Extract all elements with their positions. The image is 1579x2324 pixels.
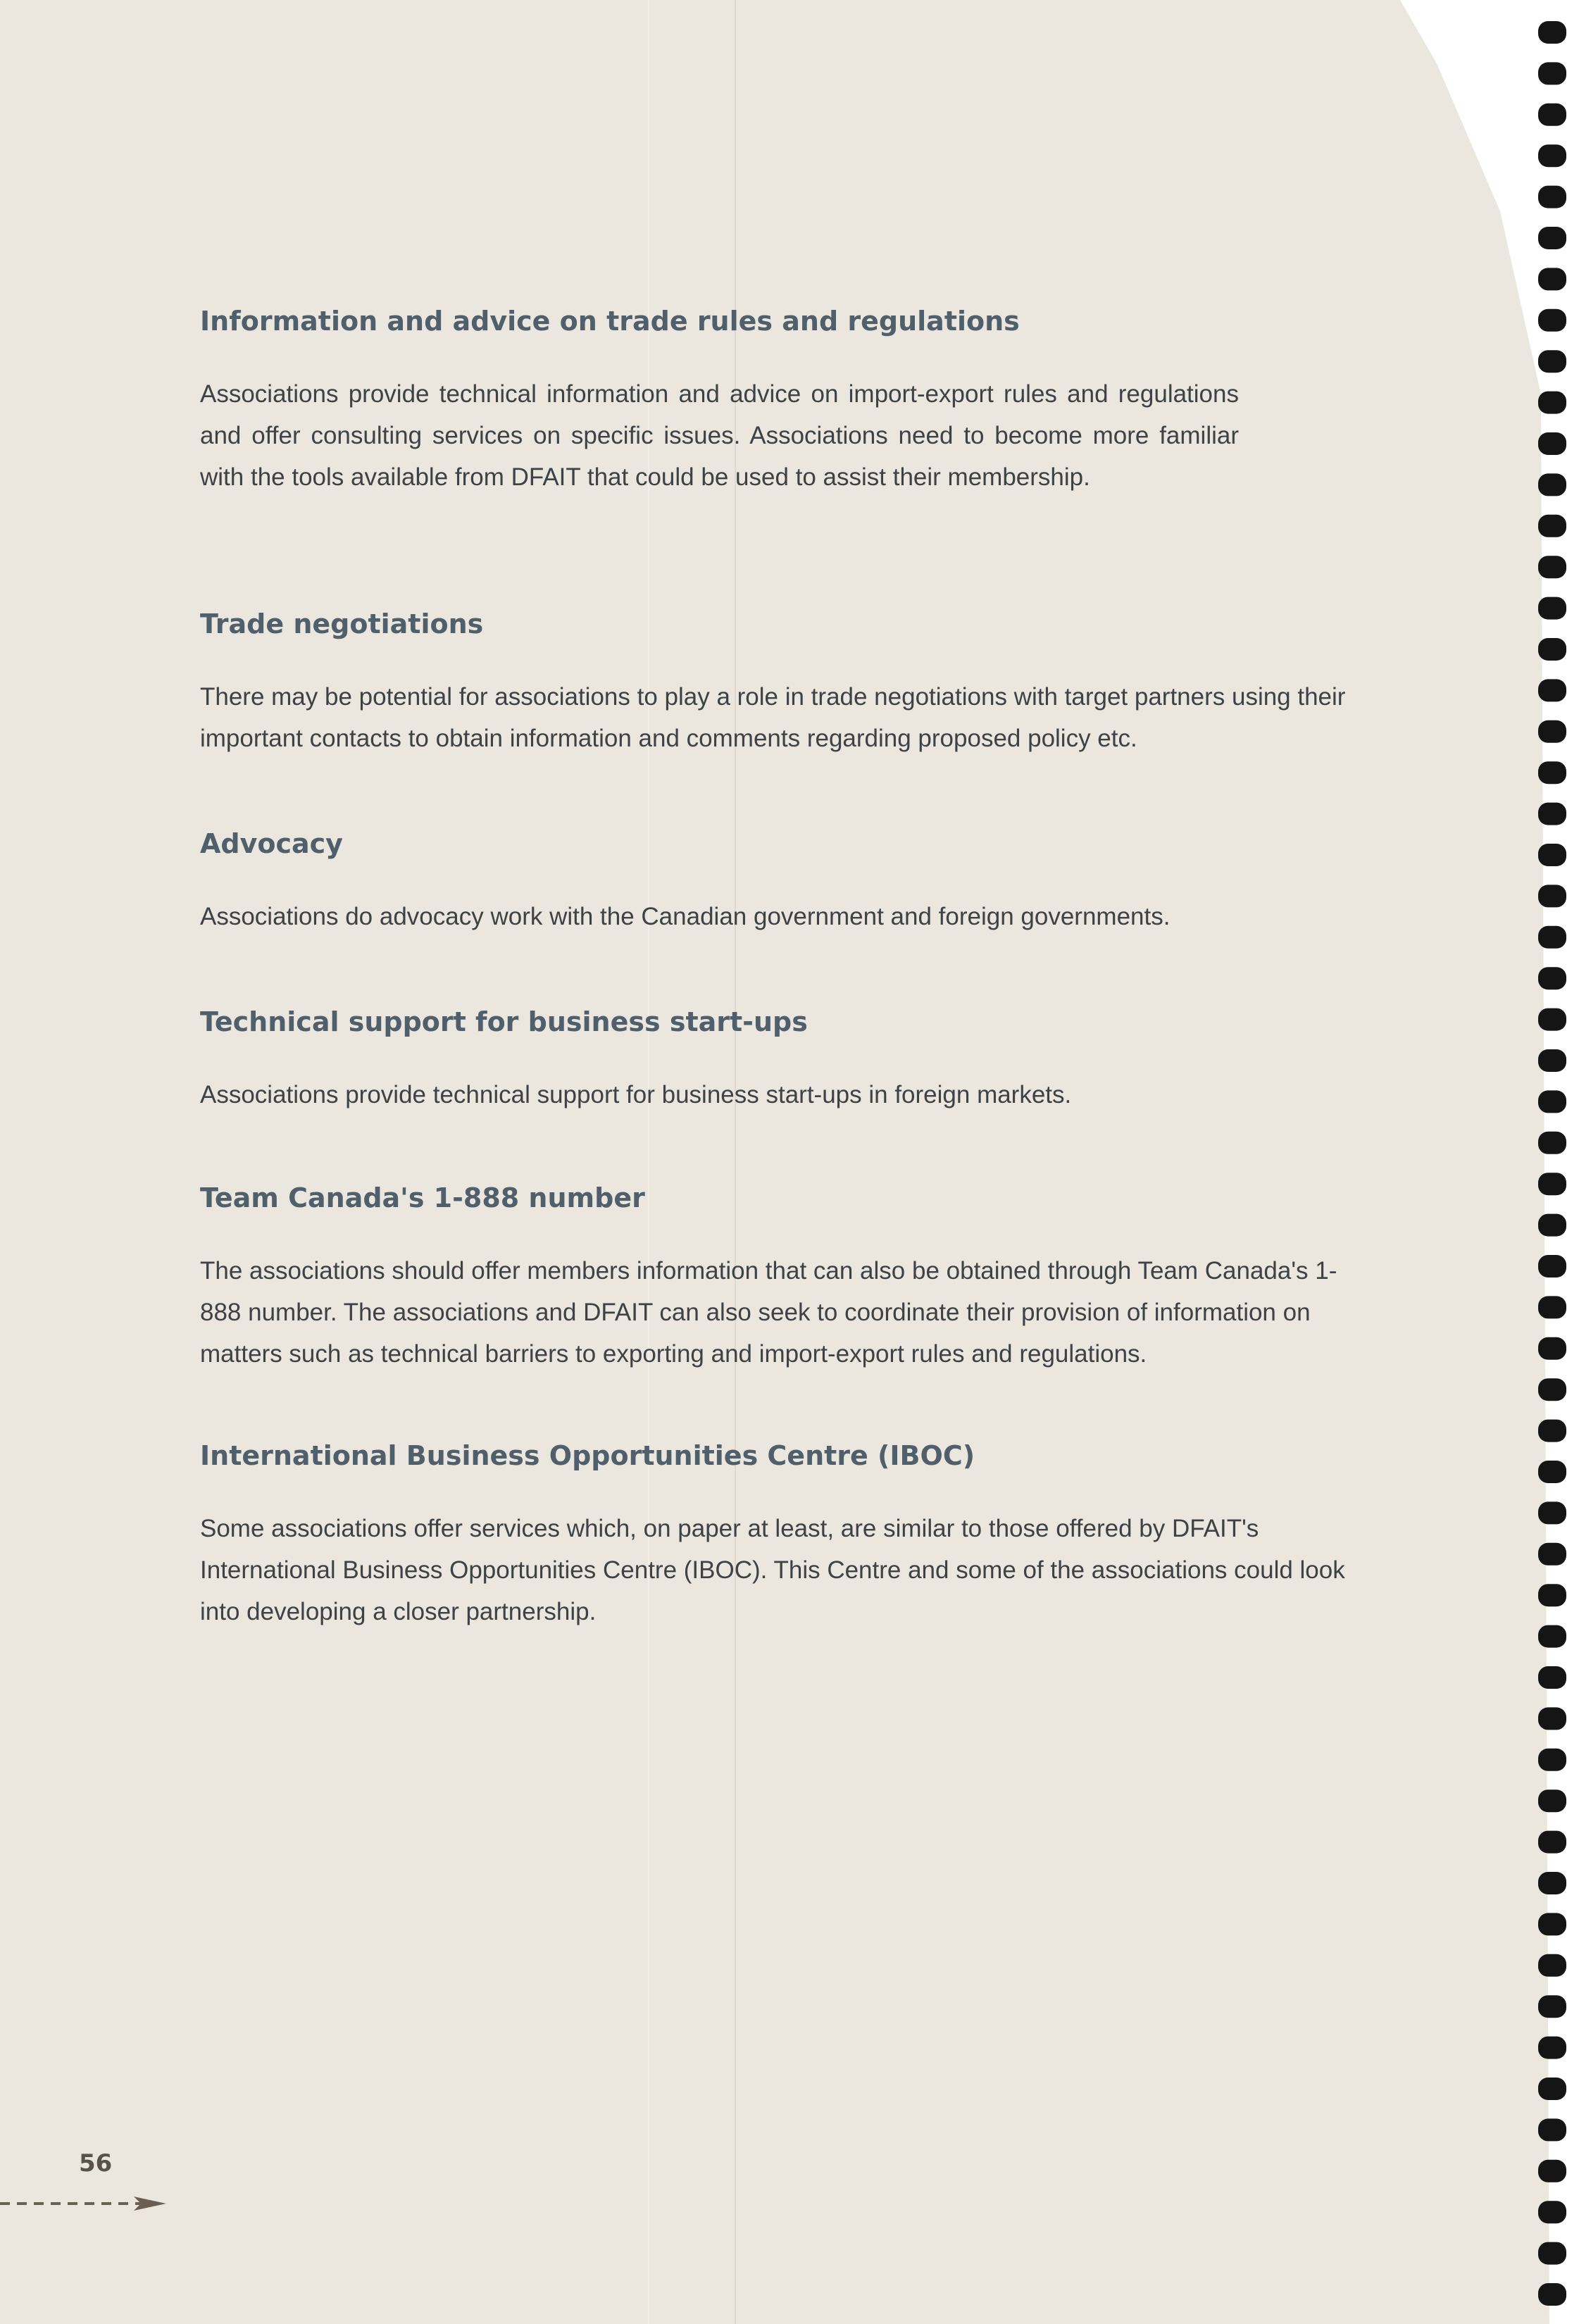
section-body: There may be potential for associations to play a role in trade negotiations with target partners using their important contacts to obtain information and comments regarding proposed policy etc. [200, 683, 1346, 752]
binding-hole-27 [1538, 1132, 1566, 1154]
binding-hole-28 [1538, 1173, 1566, 1195]
section-trade-rules [200, 303, 1369, 498]
binding-hole-14 [1538, 597, 1566, 620]
binding-hole-1 [1538, 62, 1566, 85]
page-number: 56 [79, 2149, 113, 2178]
binding-hole-11 [1538, 473, 1566, 496]
section-advocacy [200, 825, 1369, 937]
binding-hole-44 [1538, 1831, 1566, 1854]
section-iboc [200, 1437, 1369, 1632]
binding-hole-20 [1538, 844, 1566, 866]
binding-hole-47 [1538, 1954, 1566, 1977]
binding-hole-18 [1538, 761, 1566, 784]
binding-hole-5 [1538, 227, 1566, 249]
binding-hole-26 [1538, 1090, 1566, 1113]
binding-hole-24 [1538, 1008, 1566, 1031]
binding-hole-46 [1538, 1913, 1566, 1935]
binding-hole-15 [1538, 638, 1566, 661]
section-heading: Information and advice on trade rules and regulations [200, 306, 1020, 337]
binding-hole-19 [1538, 803, 1566, 825]
binding-hole-39 [1538, 1625, 1566, 1648]
section-technical-support [200, 1004, 1369, 1116]
binding-hole-49 [1538, 2037, 1566, 2059]
binding-hole-23 [1538, 967, 1566, 989]
dashed-arrow-icon [0, 2193, 169, 2214]
spiral-binding-holes [1530, 0, 1572, 2324]
section-team-canada [200, 1180, 1369, 1375]
binding-hole-33 [1538, 1378, 1566, 1401]
binding-hole-35 [1538, 1461, 1566, 1483]
binding-hole-29 [1538, 1214, 1566, 1237]
binding-hole-4 [1538, 186, 1566, 208]
section-heading: International Business Opportunities Centre (IBOC) [200, 1440, 975, 1471]
binding-hole-12 [1538, 515, 1566, 537]
binding-hole-30 [1538, 1255, 1566, 1277]
section-body: The associations should offer members information that can also be obtained through Team Canada's 1-888 number. The associations and DFAIT can also seek to coordinate their provision of information on matters such as technical barriers to exporting and import-export rules and regulations. [200, 1257, 1337, 1368]
section-body: Some associations offer services which, on paper at least, are similar to those offered by DFAIT's International Business Opportunities Centre (IBOC). This Centre and some of the associations could look into developing a closer partnership. [200, 1515, 1345, 1625]
binding-hole-16 [1538, 679, 1566, 701]
binding-hole-6 [1538, 268, 1566, 290]
section-body: Associations provide technical support for business start-ups in foreign markets. [200, 1081, 1072, 1108]
section-heading: Technical support for business start-ups [200, 1006, 808, 1037]
binding-hole-55 [1538, 2283, 1566, 2306]
binding-hole-9 [1538, 392, 1566, 414]
binding-hole-8 [1538, 350, 1566, 373]
binding-hole-48 [1538, 1995, 1566, 2018]
binding-hole-51 [1538, 2118, 1566, 2141]
binding-hole-54 [1538, 2242, 1566, 2265]
binding-hole-37 [1538, 1543, 1566, 1566]
binding-hole-42 [1538, 1749, 1566, 1771]
binding-hole-21 [1538, 885, 1566, 907]
binding-hole-34 [1538, 1420, 1566, 1442]
section-body: Associations do advocacy work with the Canadian government and foreign governments. [200, 903, 1171, 930]
section-trade-negotiations [200, 606, 1369, 759]
binding-hole-13 [1538, 556, 1566, 578]
binding-hole-32 [1538, 1337, 1566, 1360]
binding-hole-38 [1538, 1584, 1566, 1606]
section-heading: Team Canada's 1-888 number [200, 1182, 645, 1213]
binding-hole-25 [1538, 1049, 1566, 1072]
binding-hole-52 [1538, 2160, 1566, 2182]
binding-hole-10 [1538, 432, 1566, 455]
binding-hole-7 [1538, 309, 1566, 332]
binding-hole-17 [1538, 720, 1566, 743]
binding-hole-36 [1538, 1501, 1566, 1524]
binding-hole-0 [1538, 21, 1566, 44]
binding-hole-22 [1538, 926, 1566, 949]
binding-hole-53 [1538, 2201, 1566, 2223]
binding-hole-31 [1538, 1296, 1566, 1318]
binding-hole-45 [1538, 1872, 1566, 1894]
section-body: Associations provide technical information and advice on import-export rules and regulations and offer consulting services on specific issues. Associations need to become more familiar with the tools available from DFAIT that could be used to assist their membership. [200, 380, 1239, 491]
binding-hole-40 [1538, 1666, 1566, 1689]
section-heading: Trade negotiations [200, 608, 484, 639]
binding-hole-3 [1538, 144, 1566, 167]
binding-hole-2 [1538, 104, 1566, 126]
binding-hole-43 [1538, 1789, 1566, 1812]
section-heading: Advocacy [200, 828, 343, 859]
binding-hole-50 [1538, 2078, 1566, 2100]
binding-hole-41 [1538, 1707, 1566, 1730]
